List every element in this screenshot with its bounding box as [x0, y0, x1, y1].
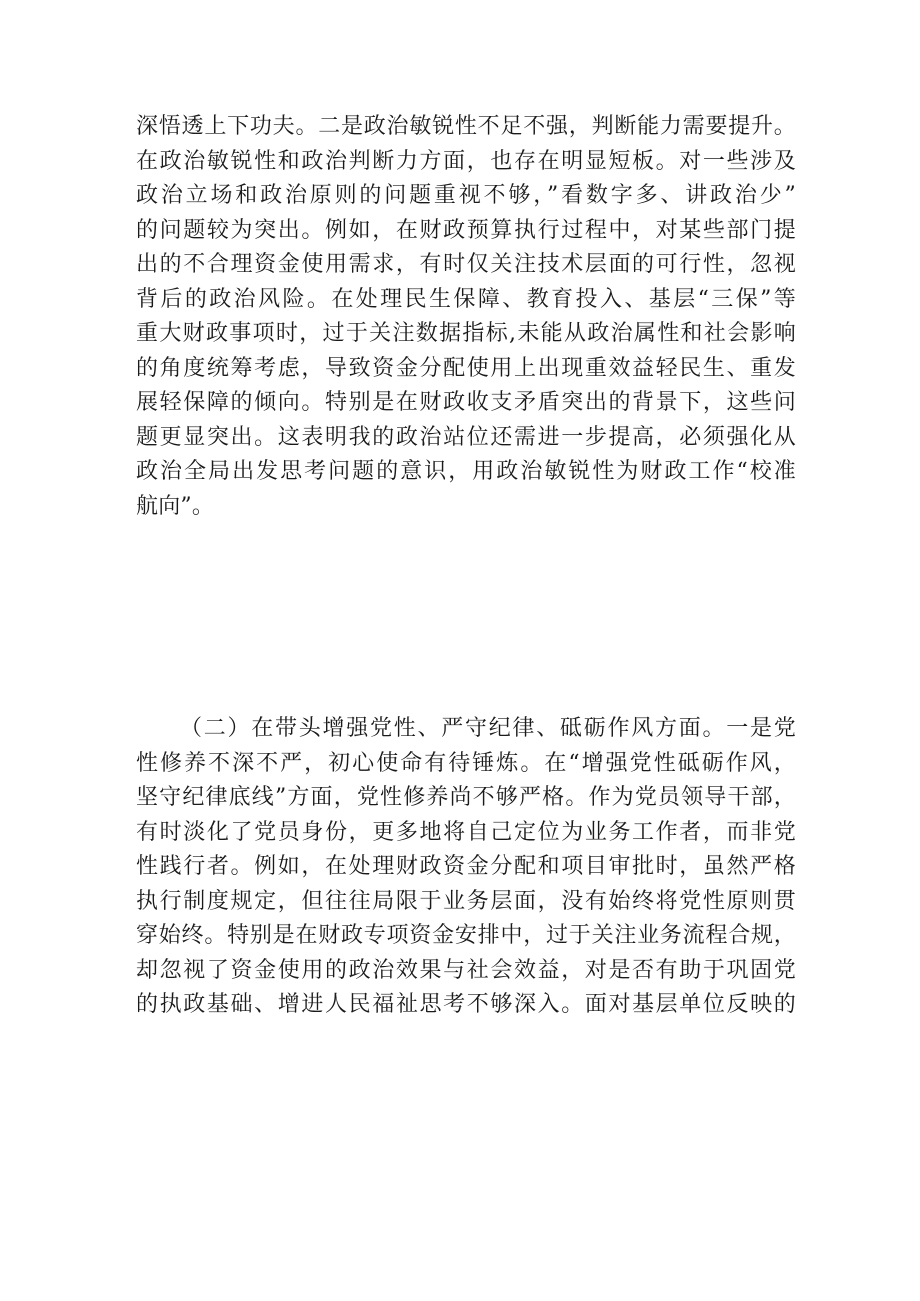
text-line: 政治立场和政治原则的问题重视不够，”看数字多、讲政治少” — [136, 183, 796, 208]
text-line: 重大财政事项时，过于关注数据指标,未能从政治属性和社会影响 — [136, 321, 796, 346]
text-line: 执行制度规定，但往往局限于业务层面，没有始终将党性原则贯 — [136, 888, 796, 914]
paragraph-party-spirit — [136, 712, 796, 1023]
text-line: 却忽视了资金使用的政治效果与社会效益，对是否有助于巩固党 — [136, 957, 796, 983]
paragraph-political-sensitivity — [136, 110, 796, 524]
text-line: 坚守纪律底线”方面，党性修养尚不够严格。作为党员领导干部， — [136, 785, 796, 810]
text-line: 在政治敏锐性和政治判断力方面，也存在明显短板。对一些涉及 — [136, 148, 796, 174]
text-line: 的角度统筹考虑，导致资金分配使用上出现重效益轻民生、重发 — [136, 355, 796, 381]
text-line: 展轻保障的倾向。特别是在财政收支矛盾突出的背景下，这些问 — [136, 390, 796, 415]
text-line: 性践行者。例如，在处理财政资金分配和项目审批时，虽然严格 — [136, 854, 796, 879]
text-line: 题更显突出。这表明我的政治站位还需进一步提高，必须强化从 — [136, 424, 796, 450]
section-heading-line: （二）在带头增强党性、严守纪律、砥砺作风方面。一是党 — [180, 716, 796, 741]
text-line: 政治全局出发思考问题的意识，用政治敏锐性为财政工作“校准 — [136, 459, 796, 484]
text-line: 航向”。 — [136, 493, 215, 519]
text-line: 穿始终。特别是在财政专项资金安排中，过于关注业务流程合规， — [136, 923, 796, 948]
text-line: 深悟透上下功夫。二是政治敏锐性不足不强，判断能力需要提升。 — [136, 114, 796, 139]
text-line: 出的不合理资金使用需求，有时仅关注技术层面的可行性，忽视 — [136, 252, 796, 277]
text-line: 的问题较为突出。例如，在财政预算执行过程中，对某些部门提 — [136, 217, 796, 243]
text-line: 的执政基础、增进人民福祉思考不够深入。面对基层单位反映的 — [136, 992, 796, 1017]
text-line: 有时淡化了党员身份，更多地将自己定位为业务工作者，而非党 — [136, 819, 796, 845]
text-line: 背后的政治风险。在处理民生保障、教育投入、基层“三保”等 — [136, 286, 796, 312]
text-line: 性修养不深不严，初心使命有待锤炼。在“增强党性砥砺作风， — [136, 750, 796, 776]
